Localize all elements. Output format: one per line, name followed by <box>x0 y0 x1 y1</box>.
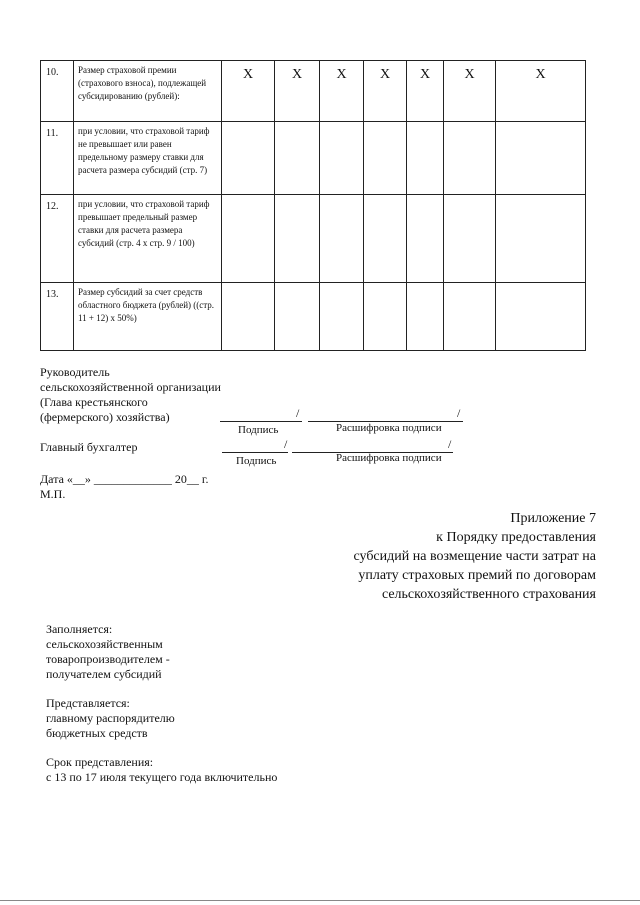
accountant-label: Главный бухгалтер <box>40 440 138 454</box>
table-cell: X <box>444 61 496 122</box>
submitted-to-label: Представляется: <box>46 696 130 710</box>
stamp-mark: М.П. <box>40 487 66 501</box>
table-cell <box>496 283 586 351</box>
filled-by-line-3: получателем субсидий <box>46 667 162 681</box>
head-title-line-4: (фермерского) хозяйства) <box>40 410 170 424</box>
table-row <box>41 283 586 351</box>
row-description: при условии, что страховой тариф превышает предельный размер ставки для расчета размера субсидий (стр. 4 x стр. 9 / 100) <box>74 195 222 283</box>
table-cell: X <box>496 61 586 122</box>
filled-by-line-1: сельскохозяйственным <box>46 637 163 651</box>
row-number: 10. <box>41 61 74 122</box>
deadline-text: с 13 по 17 июля текущего года включительно <box>46 770 278 784</box>
table-row <box>41 195 586 283</box>
subsidy-calculation-table <box>40 60 586 351</box>
submitted-to-line-1: главному распорядителю <box>46 711 175 725</box>
table-cell <box>407 122 444 195</box>
table-cell <box>320 195 364 283</box>
appendix-line-2: к Порядку предоставления <box>436 530 596 545</box>
table-cell <box>444 122 496 195</box>
row-description: Размер страховой премии (страхового взноса), подлежащей субсидированию (рублей): <box>74 61 222 122</box>
deadline-label: Срок представления: <box>46 755 154 769</box>
signature-caption: Подпись <box>238 424 279 436</box>
appendix-line-4: уплату страховых премий по договорам <box>358 568 596 583</box>
decode-caption: Расшифровка подписи <box>336 422 442 434</box>
table-cell <box>222 195 275 283</box>
signature-line <box>222 452 288 453</box>
slash-divider: / <box>448 437 452 451</box>
appendix-line-3: субсидий на возмещение части затрат на <box>353 549 596 564</box>
table-cell: X <box>320 61 364 122</box>
head-title-line-1: Руководитель <box>40 365 110 379</box>
table-cell <box>496 122 586 195</box>
table-row <box>41 61 586 122</box>
table-cell <box>444 195 496 283</box>
table-cell <box>364 122 407 195</box>
table-cell <box>320 283 364 351</box>
head-title-line-3: (Глава крестьянского <box>40 395 148 409</box>
table-cell <box>222 122 275 195</box>
table-row <box>41 122 586 195</box>
table-cell <box>275 283 320 351</box>
table-cell <box>320 122 364 195</box>
appendix-title: Приложение 7 <box>510 511 596 526</box>
filled-by-label: Заполняется: <box>46 622 113 636</box>
table-cell <box>407 195 444 283</box>
submitted-to-line-2: бюджетных средств <box>46 726 148 740</box>
slash-divider: / <box>457 406 461 420</box>
table-cell <box>444 283 496 351</box>
table-cell: X <box>275 61 320 122</box>
filled-by-line-2: товаропроизводителем - <box>46 652 170 666</box>
row-description: Размер субсидий за счет средств областного бюджета (рублей) ((стр. 11 + 12) x 50%) <box>74 283 222 351</box>
table-cell <box>364 195 407 283</box>
date-line: Дата «__» _____________ 20__ г. <box>40 472 209 486</box>
table-cell: X <box>364 61 407 122</box>
row-number: 12. <box>41 195 74 283</box>
table-cell: X <box>222 61 275 122</box>
signature-caption: Подпись <box>236 455 277 467</box>
slash-divider: / <box>284 437 288 451</box>
table-cell <box>407 283 444 351</box>
table-cell <box>222 283 275 351</box>
table-cell <box>275 122 320 195</box>
appendix-line-5: сельскохозяйственного страхования <box>381 587 596 602</box>
row-number: 13. <box>41 283 74 351</box>
signature-line <box>220 421 302 422</box>
decode-caption: Расшифровка подписи <box>336 452 442 464</box>
table-cell <box>275 195 320 283</box>
row-description: при условии, что страховой тариф не превышает или равен предельному размеру ставки для расчета размера субсидий (стр. 7) <box>74 122 222 195</box>
table-cell <box>364 283 407 351</box>
head-title-line-2: сельскохозяйственной организации <box>40 380 221 394</box>
page-bottom-rule <box>0 900 640 901</box>
table-cell: X <box>407 61 444 122</box>
table-cell <box>496 195 586 283</box>
slash-divider: / <box>296 406 300 420</box>
row-number: 11. <box>41 122 74 195</box>
